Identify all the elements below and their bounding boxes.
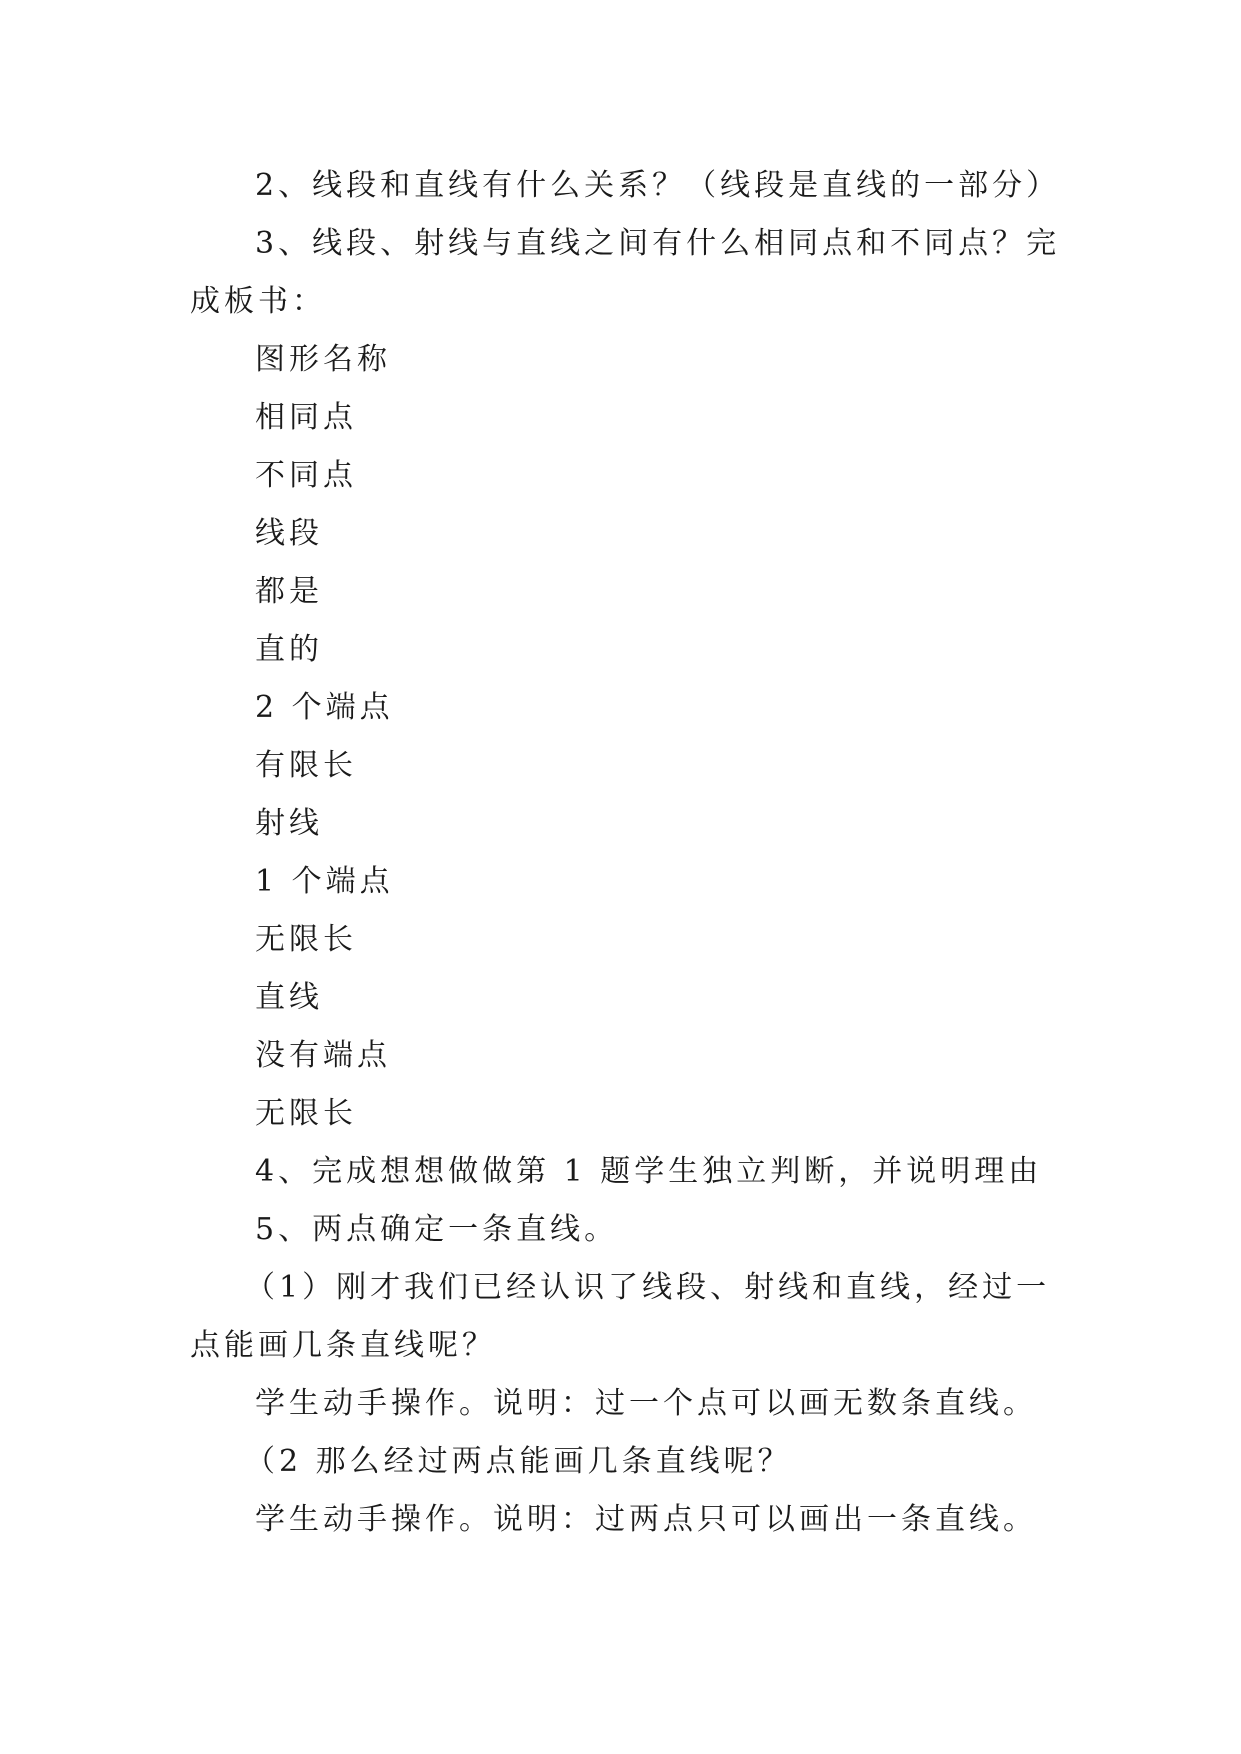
- paragraph-line: 3、线段、射线与直线之间有什么相同点和不同点？完: [255, 226, 1061, 261]
- table-cell-text: 不同点: [255, 458, 357, 493]
- table-cell-text: 相同点: [255, 400, 357, 435]
- table-cell-text: 直线: [255, 980, 323, 1015]
- paragraph-line: 2、线段和直线有什么关系？（线段是直线的一部分）: [255, 168, 1061, 203]
- paragraph-line: （1）刚才我们已经认识了线段、射线和直线，经过一: [245, 1270, 1051, 1305]
- table-cell-text: 1 个端点: [255, 864, 394, 899]
- table-cell-text: 有限长: [255, 748, 357, 783]
- paragraph-line: 4、完成想想做做第 1 题学生独立判断，并说明理由: [255, 1154, 1043, 1189]
- table-cell-text: 都是: [255, 574, 323, 609]
- paragraph-line: 学生动手操作。说明：过一个点可以画无数条直线。: [255, 1386, 1037, 1421]
- table-cell-text: 线段: [255, 516, 323, 551]
- paragraph-line: 点能画几条直线呢？: [190, 1328, 496, 1363]
- paragraph-line: 学生动手操作。说明：过两点只可以画出一条直线。: [255, 1502, 1037, 1537]
- table-cell-text: 无限长: [255, 1096, 357, 1131]
- paragraph-line: 成板书：: [190, 284, 326, 319]
- table-cell-text: 没有端点: [255, 1038, 391, 1073]
- table-cell-text: 无限长: [255, 922, 357, 957]
- table-cell-text: 图形名称: [255, 342, 391, 377]
- paragraph-line: 5、两点确定一条直线。: [255, 1212, 619, 1247]
- table-cell-text: 射线: [255, 806, 323, 841]
- table-cell-text: 直的: [255, 632, 323, 667]
- table-cell-text: 2 个端点: [255, 690, 394, 725]
- paragraph-line: （2 那么经过两点能画几条直线呢？: [245, 1444, 792, 1479]
